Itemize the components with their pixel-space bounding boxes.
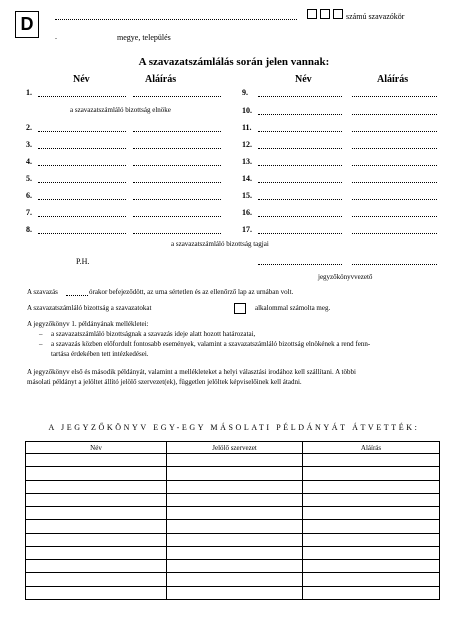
row-number: 9.: [242, 88, 248, 97]
row-number: 15.: [242, 191, 252, 200]
table-row: [26, 520, 440, 533]
organization-cell[interactable]: [167, 546, 303, 559]
signature-header-left: Aláírás: [145, 74, 177, 85]
name-header-left: Név: [73, 74, 90, 85]
name-cell[interactable]: [26, 586, 167, 599]
name-cell[interactable]: [26, 480, 167, 493]
table-row: [26, 493, 440, 506]
signature-field[interactable]: [352, 148, 437, 149]
signature-cell[interactable]: [303, 467, 440, 480]
signature-field[interactable]: [352, 131, 437, 132]
signature-cell[interactable]: [303, 546, 440, 559]
name-field[interactable]: [38, 96, 126, 97]
table-row: [26, 586, 440, 599]
organization-cell[interactable]: [167, 586, 303, 599]
row-number: 13.: [242, 157, 252, 166]
column-header-organization: Jelölő szervezet: [167, 442, 303, 454]
recorder-signature-field[interactable]: [352, 264, 437, 265]
table-row: [26, 573, 440, 586]
name-field[interactable]: [258, 233, 342, 234]
name-cell[interactable]: [26, 533, 167, 546]
name-field[interactable]: [38, 182, 126, 183]
voting-end-time-field[interactable]: [66, 295, 88, 296]
page-title: A szavazatszámlálás során jelen vannak:: [138, 56, 330, 68]
organization-cell[interactable]: [167, 573, 303, 586]
signature-field[interactable]: [133, 233, 221, 234]
voting-end-prefix: A szavazás: [27, 288, 58, 296]
signature-field[interactable]: [133, 199, 221, 200]
district-digit-box-1[interactable]: [307, 9, 317, 19]
signature-field[interactable]: [133, 165, 221, 166]
name-header-right: Név: [295, 74, 312, 85]
attachments-intro: A jegyzőkönyv 1. példányának mellékletei:: [27, 320, 149, 328]
signature-cell[interactable]: [303, 586, 440, 599]
signature-cell[interactable]: [303, 533, 440, 546]
name-field[interactable]: [258, 96, 342, 97]
delivery-text-line-1: A jegyzőkönyv első és második példányát, valamint a mellékleteket a helyi választási irodához kell szállítani. A többi: [27, 368, 356, 376]
chair-caption: a szavazatszámláló bizottság elnöke: [70, 106, 171, 114]
row-number: 14.: [242, 174, 252, 183]
voting-end-suffix: órakor befejeződött, az urna sértetlen és az ellenőrző lap az urnában volt.: [89, 288, 294, 296]
name-field[interactable]: [38, 165, 126, 166]
table-row: [26, 507, 440, 520]
name-cell[interactable]: [26, 573, 167, 586]
name-cell[interactable]: [26, 560, 167, 573]
column-header-name: Név: [26, 442, 167, 454]
signature-cell[interactable]: [303, 480, 440, 493]
signature-field[interactable]: [352, 182, 437, 183]
stamp-label: P.H.: [76, 257, 90, 266]
name-cell[interactable]: [26, 546, 167, 559]
column-header-signature: Aláírás: [303, 442, 440, 454]
organization-cell[interactable]: [167, 480, 303, 493]
name-field[interactable]: [258, 216, 342, 217]
signature-field[interactable]: [133, 216, 221, 217]
district-field[interactable]: [55, 19, 297, 20]
organization-cell[interactable]: [167, 507, 303, 520]
row-number: 11.: [242, 123, 252, 132]
signature-field[interactable]: [133, 148, 221, 149]
attachment-dash: –: [39, 340, 43, 348]
copies-heading: A JEGYZŐKÖNYV EGY-EGY MÁSOLATI PÉLDÁNYÁT ÁTVETTÉK:: [48, 423, 420, 432]
signature-field[interactable]: [352, 199, 437, 200]
name-field[interactable]: [258, 199, 342, 200]
table-row: [26, 454, 440, 467]
recorder-caption: jegyzőkönyvvezető: [318, 273, 373, 281]
row-number: 4.: [26, 157, 32, 166]
signature-field[interactable]: [133, 131, 221, 132]
counted-suffix: alkalommal számolta meg.: [255, 304, 331, 312]
table-header-row: [26, 442, 440, 454]
organization-cell[interactable]: [167, 493, 303, 506]
name-cell[interactable]: [26, 520, 167, 533]
organization-cell[interactable]: [167, 533, 303, 546]
recorder-name-field[interactable]: [258, 264, 342, 265]
name-cell[interactable]: [26, 493, 167, 506]
name-field[interactable]: [258, 131, 342, 132]
attachment-item: a szavazás közben előfordult fontosabb események, valamint a szavazatszámláló bizottság elnökének a rend fenn-: [51, 340, 371, 348]
row-number: 5.: [26, 174, 32, 183]
row-number: 12.: [242, 140, 252, 149]
signature-cell[interactable]: [303, 454, 440, 467]
name-field[interactable]: [38, 233, 126, 234]
row-number: 7.: [26, 208, 32, 217]
table-row: [26, 546, 440, 559]
row-number: 8.: [26, 225, 32, 234]
name-field[interactable]: [38, 148, 126, 149]
signature-field[interactable]: [352, 216, 437, 217]
row-number: 16.: [242, 208, 252, 217]
organization-cell[interactable]: [167, 467, 303, 480]
name-field[interactable]: [258, 114, 342, 115]
name-field[interactable]: [38, 216, 126, 217]
table-row: [26, 560, 440, 573]
table-row: [26, 480, 440, 493]
name-field[interactable]: [38, 199, 126, 200]
table-row: [26, 467, 440, 480]
row-number: 6.: [26, 191, 32, 200]
attachment-item: a szavazatszámláló bizottságnak a szavazás ideje alatt hozott határozatai,: [51, 330, 256, 338]
row-number: 1.: [26, 88, 32, 97]
signature-field[interactable]: [352, 96, 437, 97]
signature-cell[interactable]: [303, 560, 440, 573]
form-letter: D: [20, 14, 34, 34]
municipality-dot: .: [55, 32, 57, 41]
attachment-dash: –: [39, 330, 43, 338]
signature-field[interactable]: [133, 182, 221, 183]
delivery-text-line-2: másolati példányt a jelöltet állító jelölő szervezet(ek), független jelöltek képviselőinek kell átadni.: [27, 378, 302, 386]
district-digit-box-2[interactable]: [320, 9, 330, 19]
name-field[interactable]: [258, 148, 342, 149]
signature-field[interactable]: [352, 114, 437, 115]
row-number: 2.: [26, 123, 32, 132]
table-row: [26, 533, 440, 546]
organization-cell[interactable]: [167, 454, 303, 467]
count-times-box[interactable]: [234, 303, 246, 314]
district-digit-box-3[interactable]: [333, 9, 343, 19]
signature-cell[interactable]: [303, 520, 440, 533]
organization-cell[interactable]: [167, 520, 303, 533]
signature-cell[interactable]: [303, 507, 440, 520]
signature-cell[interactable]: [303, 493, 440, 506]
row-number: 17.: [242, 225, 252, 234]
row-number: 10.: [242, 106, 252, 115]
members-caption: a szavazatszámláló bizottság tagjai: [171, 240, 269, 248]
name-field[interactable]: [258, 165, 342, 166]
form-letter-box: [15, 11, 39, 38]
row-number: 3.: [26, 140, 32, 149]
organization-cell[interactable]: [167, 560, 303, 573]
signature-field[interactable]: [133, 96, 221, 97]
name-cell[interactable]: [26, 507, 167, 520]
signature-header-right: Aláírás: [377, 74, 409, 85]
municipality-label: megye, település: [117, 33, 171, 42]
name-cell[interactable]: [26, 454, 167, 467]
signature-cell[interactable]: [303, 573, 440, 586]
name-field[interactable]: [258, 182, 342, 183]
copies-table: [25, 441, 440, 600]
name-cell[interactable]: [26, 467, 167, 480]
signature-field[interactable]: [352, 165, 437, 166]
name-field[interactable]: [38, 131, 126, 132]
signature-field[interactable]: [352, 233, 437, 234]
counted-prefix: A szavazatszámláló bizottság a szavazatokat: [27, 304, 152, 312]
attachment-item-continuation: tartása érdekében tett intézkedései.: [51, 350, 149, 358]
district-label: számú szavazókör: [346, 12, 405, 21]
